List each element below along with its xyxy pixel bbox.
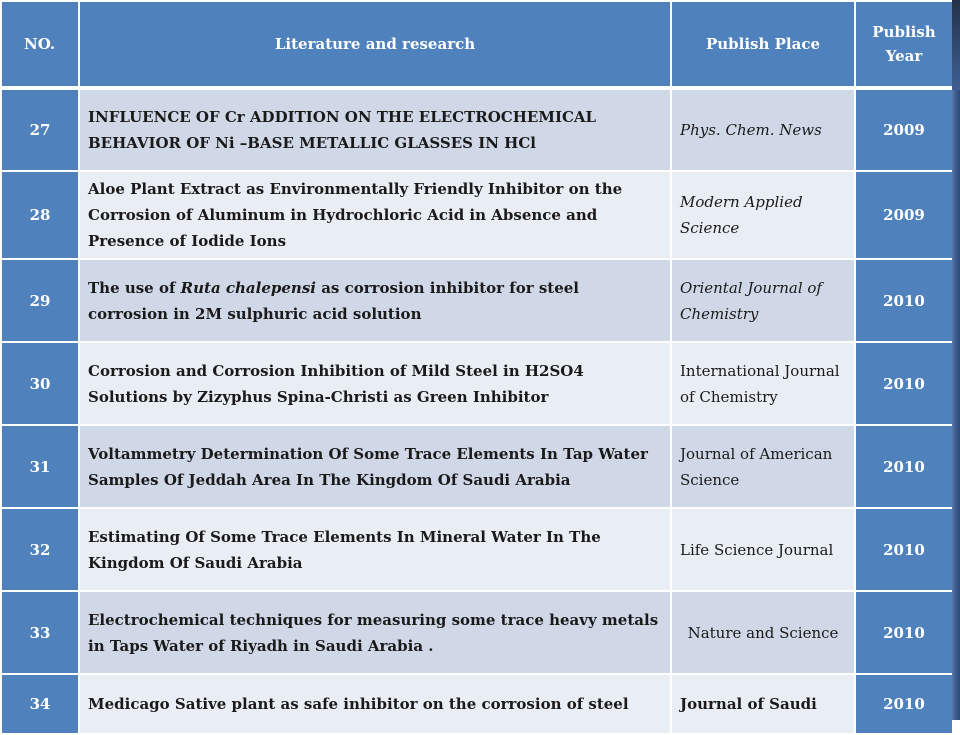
header-title: Literature and research — [79, 1, 671, 88]
row-number: 27 — [1, 88, 79, 171]
row-place: International Journal of Chemistry — [671, 342, 855, 425]
row-year: 2010 — [855, 259, 953, 342]
row-number: 28 — [1, 171, 79, 259]
row-number: 33 — [1, 591, 79, 674]
table-row — [1, 674, 953, 734]
row-year: 2010 — [855, 508, 953, 591]
row-title: Electrochemical techniques for measuring some trace heavy metals in Taps Water of Riyadh in Saudi Arabia . — [79, 591, 671, 674]
table-row — [1, 171, 953, 259]
row-title: Estimating Of Some Trace Elements In Mineral Water In The Kingdom Of Saudi Arabia — [79, 508, 671, 591]
slide-edge-decoration — [952, 0, 960, 720]
row-title: Voltammetry Determination Of Some Trace Elements In Tap Water Samples Of Jeddah Area In The Kingdom Of Saudi Arabia — [79, 425, 671, 508]
row-year: 2010 — [855, 342, 953, 425]
row-number: 31 — [1, 425, 79, 508]
row-title: INFLUENCE OF Cr ADDITION ON THE ELECTROCHEMICAL BEHAVIOR OF Ni –BASE METALLIC GLASSES IN HCl — [79, 88, 671, 171]
row-title: Corrosion and Corrosion Inhibition of Mild Steel in H2SO4 Solutions by Zizyphus Spina-Christi as Green Inhibitor — [79, 342, 671, 425]
row-year: 2010 — [855, 425, 953, 508]
table-row — [1, 259, 953, 342]
row-number: 30 — [1, 342, 79, 425]
row-year: 2010 — [855, 591, 953, 674]
header-year: Publish Year — [855, 1, 953, 88]
row-title: Aloe Plant Extract as Environmentally Friendly Inhibitor on the Corrosion of Aluminum in Hydrochloric Acid in Absence and Presence of Iodide Ions — [79, 171, 671, 259]
table-row — [1, 425, 953, 508]
table-header-row — [1, 1, 953, 88]
row-year: 2010 — [855, 674, 953, 734]
table-row — [1, 591, 953, 674]
row-place: Oriental Journal of Chemistry — [671, 259, 855, 342]
row-place: Phys. Chem. News — [671, 88, 855, 171]
row-place: Life Science Journal — [671, 508, 855, 591]
table-row — [1, 88, 953, 171]
row-place: Modern Applied Science — [671, 171, 855, 259]
row-year: 2009 — [855, 171, 953, 259]
row-place: Journal of Saudi — [671, 674, 855, 734]
row-year: 2009 — [855, 88, 953, 171]
row-number: 34 — [1, 674, 79, 734]
slide-edge-highlight — [952, 0, 960, 90]
table-row — [1, 342, 953, 425]
header-place: Publish Place — [671, 1, 855, 88]
row-title: Medicago Sative plant as safe inhibitor on the corrosion of steel — [79, 674, 671, 734]
header-no: NO. — [1, 1, 79, 88]
row-number: 29 — [1, 259, 79, 342]
table-row — [1, 508, 953, 591]
row-number: 32 — [1, 508, 79, 591]
row-place: Journal of American Science — [671, 425, 855, 508]
row-title: The use of Ruta chalepensi as corrosion inhibitor for steel corrosion in 2M sulphuric acid solution — [79, 259, 671, 342]
row-place: Nature and Science — [671, 591, 855, 674]
